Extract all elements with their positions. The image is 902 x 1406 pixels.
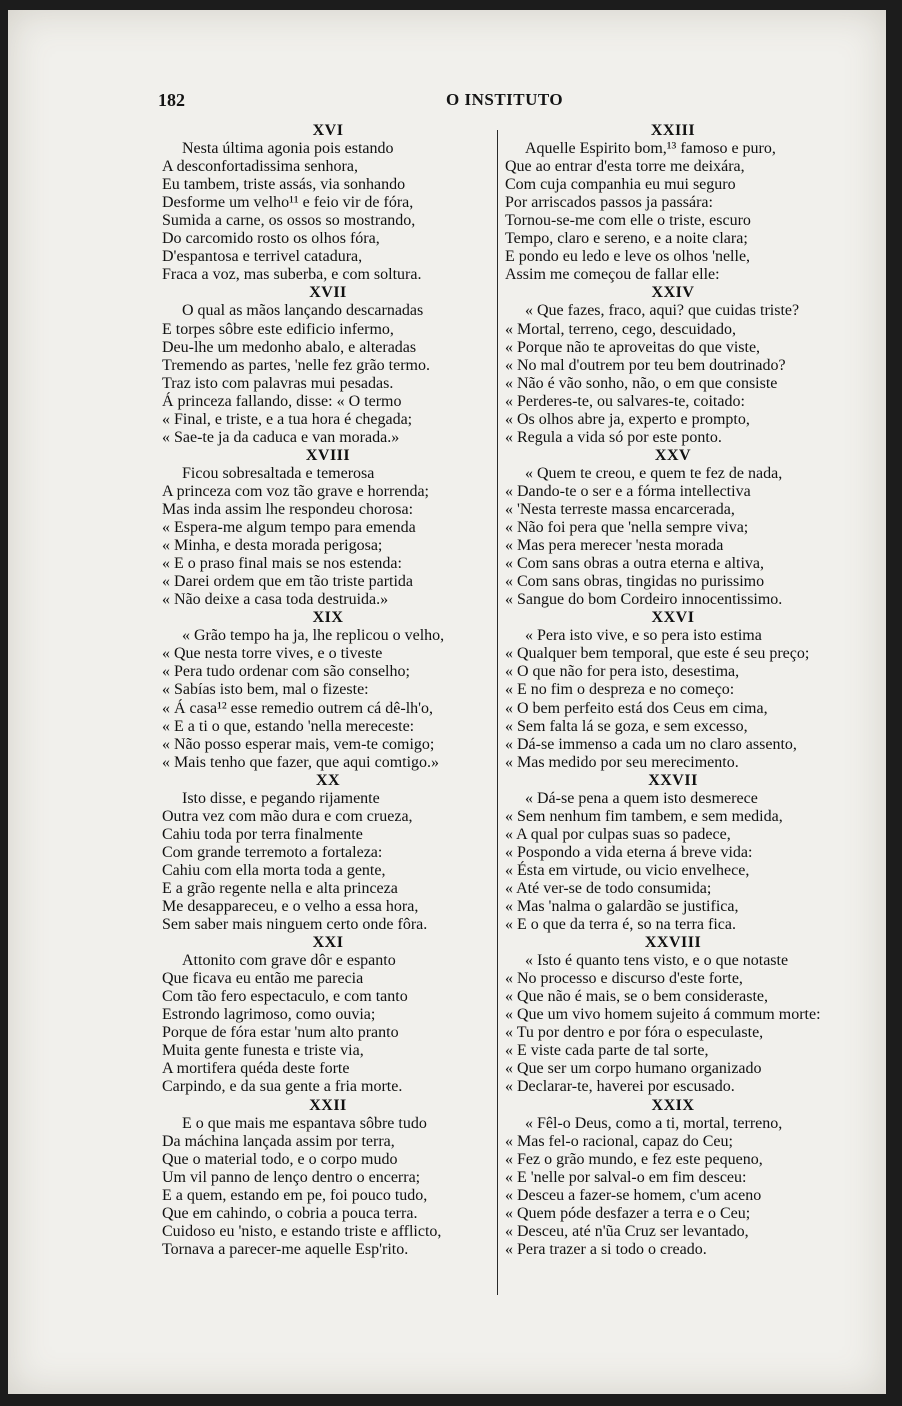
stanza xyxy=(505,447,841,609)
verse-line: Da máchina lançada assim por terra, xyxy=(162,1132,395,1150)
verse-line: « Dá-se immenso a cada um no claro assento, xyxy=(505,735,797,753)
verse-line: « Mortal, terreno, cego, descuidado, xyxy=(505,320,737,338)
stanza-number: XVI xyxy=(312,122,344,139)
verse-line: « Perderes-te, ou salvares-te, coitado: xyxy=(505,392,745,410)
running-title: O INSTITUTO xyxy=(446,90,564,109)
verse-line: Que ao entrar d'esta torre me deixára, xyxy=(505,158,745,176)
verse-line: Porque de fóra estar 'num alto pranto xyxy=(162,1024,399,1042)
stanza-number: XX xyxy=(315,771,341,789)
verse-line: « No processo e discurso d'este forte, xyxy=(505,970,743,988)
verse-line: « Espera-me algum tempo para emenda xyxy=(162,519,416,537)
verse-line: « Pera tudo ordenar com são conselho; xyxy=(162,663,410,681)
verse-line: « Pera trazer a si todo o creado. xyxy=(505,1240,707,1258)
verse-line: « 'Nesta terreste massa encarcerada, xyxy=(505,500,735,518)
stanza-number: XXI xyxy=(312,934,344,952)
verse-line: Que em cahindo, o cobria a pouca terra. xyxy=(162,1204,418,1222)
verse-line: « Ésta em virtude, ou vicio envelhece, xyxy=(505,861,750,879)
book-page xyxy=(8,10,886,1394)
verse-line: « Mas pera merecer 'nesta morada xyxy=(505,537,724,555)
verse-line: « Que não é mais, se o bem consideraste, xyxy=(505,988,769,1006)
verse-line: « Pospondo a vida eterna á breve vida: xyxy=(505,843,753,861)
stanza xyxy=(505,934,841,1096)
verse-line: A mortifera quéda deste forte xyxy=(162,1060,350,1078)
stanza xyxy=(505,122,841,284)
verse-line: Eu tambem, triste assás, via sonhando xyxy=(162,176,406,194)
stanza xyxy=(162,772,494,934)
verse-line: Tornou-se-me com elle o triste, escuro xyxy=(505,212,751,230)
verse-line: « Com sans obras, tingidas no purissimo xyxy=(505,573,765,591)
verse-line: « Final, e triste, e a tua hora é chegada; xyxy=(162,410,413,428)
verse-line: « Até ver-se de todo consumida; xyxy=(505,879,712,897)
stanza-number: XXII xyxy=(309,1096,347,1114)
verse-line: « O bem perfeito está dos Ceus em cima, xyxy=(505,699,768,717)
verse-line: Com tão fero espectaculo, e com tanto xyxy=(162,988,408,1006)
verse-line: « Não foi pera que 'nella sempre viva; xyxy=(505,519,749,537)
verse-line: « Porque não te aproveitas do que viste, xyxy=(505,338,761,356)
verse-line: « Isto é quanto tens visto, e o que notaste xyxy=(525,952,789,970)
verse-line: E pondo eu ledo e leve os olhos 'nelle, xyxy=(505,248,751,266)
stanza xyxy=(505,1097,841,1259)
verse-line: « Com sans obras a outra eterna e altiva, xyxy=(505,555,765,573)
verse-line: « A qual por culpas suas so padece, xyxy=(505,825,731,843)
verse-line: « Tu por dentro e por fóra o especulaste, xyxy=(505,1024,764,1042)
verse-line: « Qualquer bem temporal, que este é seu preço; xyxy=(505,645,810,663)
verse-line: Fraca a voz, mas suberba, e com soltura. xyxy=(162,266,422,284)
verse-line: « Quem te creou, e quem te fez de nada, xyxy=(525,464,783,482)
verse-line: O qual as mãos lançando descarnadas xyxy=(182,302,424,320)
verse-line: « Darei ordem que em tão triste partida xyxy=(162,573,414,591)
verse-line: « E o praso final mais se nos estenda: xyxy=(162,555,402,573)
verse-line: Estrondo lagrimoso, como ouvia; xyxy=(162,1006,376,1024)
right-column xyxy=(505,122,841,1259)
stanza-number: XXVII xyxy=(648,771,698,789)
verse-line: « Sem nenhum fim tambem, e sem medida, xyxy=(505,807,783,825)
verse-line: Sem saber mais ninguem certo onde fôra. xyxy=(162,916,428,934)
verse-line: E a quem, estando em pe, foi pouco tudo, xyxy=(162,1186,428,1204)
verse-line: « Fez o grão mundo, e fez este pequeno, xyxy=(505,1150,763,1168)
verse-line: Muita gente funesta e triste via, xyxy=(162,1042,364,1060)
verse-line: « Declarar-te, haverei por escusado. xyxy=(505,1078,735,1096)
verse-line: Deu-lhe um medonho abalo, e alteradas xyxy=(162,338,417,356)
verse-line: Sumida a carne, os ossos so mostrando, xyxy=(162,212,416,230)
verse-line: E torpes sôbre este edificio infermo, xyxy=(162,320,394,338)
verse-line: Um vil panno de lenço dentro o encerra; xyxy=(162,1168,421,1186)
verse-line: Isto disse, e pegando rijamente xyxy=(182,789,380,807)
verse-line: « Desceu a fazer-se homem, c'um aceno xyxy=(505,1186,762,1204)
stanza xyxy=(162,1097,494,1259)
verse-line: « E viste cada parte de tal sorte, xyxy=(505,1042,709,1060)
stanza-number: XVII xyxy=(309,284,347,302)
stanza-number: XXIV xyxy=(651,284,695,302)
stanza xyxy=(162,609,494,771)
verse-line: « Regula a vida só por este ponto. xyxy=(505,428,722,446)
verse-line: Que o material todo, e o corpo mudo xyxy=(162,1150,398,1168)
verse-line: « Sem falta lá se goza, e sem excesso, xyxy=(505,717,748,735)
stanza xyxy=(162,284,494,446)
verse-line: « Grão tempo ha ja, lhe replicou o velho, xyxy=(182,627,445,645)
stanza xyxy=(162,122,494,284)
stanza-number: XXVI xyxy=(651,609,695,627)
verse-line: Traz isto com palavras mui pesadas. xyxy=(162,374,394,392)
verse-line: « Mas fel-o racional, capaz do Ceu; xyxy=(505,1132,733,1150)
verse-line: « E 'nelle por salval-o em fim desceu: xyxy=(505,1168,747,1186)
verse-line: Attonito com grave dôr e espanto xyxy=(182,952,396,970)
verse-line: Á princeza fallando, disse: « O termo xyxy=(162,392,402,410)
verse-line: Ficou sobresaltada e temerosa xyxy=(182,464,375,482)
column-divider xyxy=(497,130,498,1295)
verse-line: Tornava a parecer-me aquelle Esp'rito. xyxy=(162,1240,409,1258)
verse-line: A desconfortadissima senhora, xyxy=(162,158,358,176)
verse-line: Cahiu com ella morta toda a gente, xyxy=(162,861,386,879)
verse-line: « Os olhos abre ja, experto e prompto, xyxy=(505,410,750,428)
stanza-number: XVIII xyxy=(305,446,351,464)
verse-line: « Quem póde desfazer a terra e o Ceu; xyxy=(505,1204,751,1222)
verse-line: « Que ser um corpo humano organizado xyxy=(505,1060,762,1078)
verse-line: « Sangue do bom Cordeiro innocentissimo. xyxy=(505,591,783,609)
verse-line: Nesta última agonia pois estando xyxy=(182,140,394,158)
verse-line: Cahiu toda por terra finalmente xyxy=(162,825,363,843)
verse-line: Tremendo as partes, 'nelle fez grão termo. xyxy=(162,356,430,374)
verse-line: « Dando-te o ser e a fórma intellectiva xyxy=(505,482,751,500)
verse-line: « Não posso esperar mais, vem-te comigo; xyxy=(162,735,435,753)
verse-line: E o que mais me espantava sôbre tudo xyxy=(182,1114,427,1132)
stanza xyxy=(505,772,841,934)
verse-line: Tempo, claro e sereno, e a noite clara; xyxy=(505,230,748,248)
stanza-number: XXV xyxy=(654,446,692,464)
verse-line: « Mas 'nalma o galardão se justifica, xyxy=(505,898,739,916)
verse-line: « Desceu, até n'ũa Cruz ser levantado, xyxy=(505,1222,749,1240)
verse-line: Desforme um velho¹¹ e feio vir de fóra, xyxy=(162,194,414,212)
verse-line: D'espantosa e terrivel catadura, xyxy=(162,248,363,266)
verse-line: Carpindo, e da sua gente a fria morte. xyxy=(162,1078,403,1096)
verse-line: Mas inda assim lhe respondeu chorosa: xyxy=(162,500,414,518)
stanza xyxy=(505,284,841,446)
stanza xyxy=(162,447,494,609)
verse-line: Com grande terremoto a fortaleza: xyxy=(162,843,383,861)
verse-line: « Que um vivo homem sujeito á commum morte: xyxy=(505,1006,821,1024)
verse-line: « O que não for pera isto, desestima, xyxy=(505,663,740,681)
verse-line: Aquelle Espirito bom,¹³ famoso e puro, xyxy=(525,140,776,158)
verse-line: E a grão regente nella e alta princeza xyxy=(162,879,398,897)
verse-line: « E a ti o que, estando 'nella mereceste: xyxy=(162,717,415,735)
stanza xyxy=(162,934,494,1096)
verse-line: A princeza com voz tão grave e horrenda; xyxy=(162,482,429,500)
stanza-number: XXIII xyxy=(650,122,696,139)
verse-line: Outra vez com mão dura e com crueza, xyxy=(162,807,413,825)
left-column xyxy=(162,122,494,1259)
verse-line: Por arriscados passos ja passára: xyxy=(505,194,713,212)
verse-line: « Não deixe a casa toda destruida.» xyxy=(162,591,389,609)
verse-line: « Sabías isto bem, mal o fizeste: xyxy=(162,681,369,699)
verse-line: « Não é vão sonho, não, o em que consiste xyxy=(505,374,778,392)
verse-line: « Que fazes, fraco, aqui? que cuidas triste? xyxy=(525,302,800,320)
verse-line: Com cuja companhia eu mui seguro xyxy=(505,176,736,194)
page-number: 182 xyxy=(158,90,185,110)
verse-line: Cuidoso eu 'nisto, e estando triste e afflicto, xyxy=(162,1222,442,1240)
verse-line: « E o que da terra é, so na terra fica. xyxy=(505,916,736,934)
verse-line: « Dá-se pena a quem isto desmerece xyxy=(525,789,758,807)
stanza-number: XXVIII xyxy=(644,934,702,952)
verse-line: « No mal d'outrem por teu bem doutrinado? xyxy=(505,356,786,374)
page-header xyxy=(8,88,886,118)
verse-line: « E no fim o despreza e no começo: xyxy=(505,681,735,699)
verse-line: « Á casa¹² esse remedio outrem cá dê-lh'o, xyxy=(162,699,434,717)
verse-line: Me desappareceu, e o velho a essa hora, xyxy=(162,898,419,916)
verse-line: Assim me começou de fallar elle: xyxy=(505,266,720,284)
stanza xyxy=(505,609,841,771)
verse-line: « Sae-te ja da caduca e van morada.» xyxy=(162,428,400,446)
verse-line: « Mais tenho que fazer, que aqui comtigo.» xyxy=(162,753,440,771)
verse-line: « Mas medido por seu merecimento. xyxy=(505,753,739,771)
verse-line: « Que nesta torre vives, e o tiveste xyxy=(162,645,383,663)
verse-line: « Fêl-o Deus, como a ti, mortal, terreno, xyxy=(525,1114,783,1132)
verse-line: « Pera isto vive, e so pera isto estima xyxy=(525,627,762,645)
verse-line: « Minha, e desta morada perigosa; xyxy=(162,537,383,555)
verse-line: Que ficava eu então me parecia xyxy=(162,970,364,988)
stanza-number: XIX xyxy=(312,609,344,627)
stanza-number: XXIX xyxy=(651,1096,695,1114)
verse-line: Do carcomido rosto os olhos fóra, xyxy=(162,230,380,248)
